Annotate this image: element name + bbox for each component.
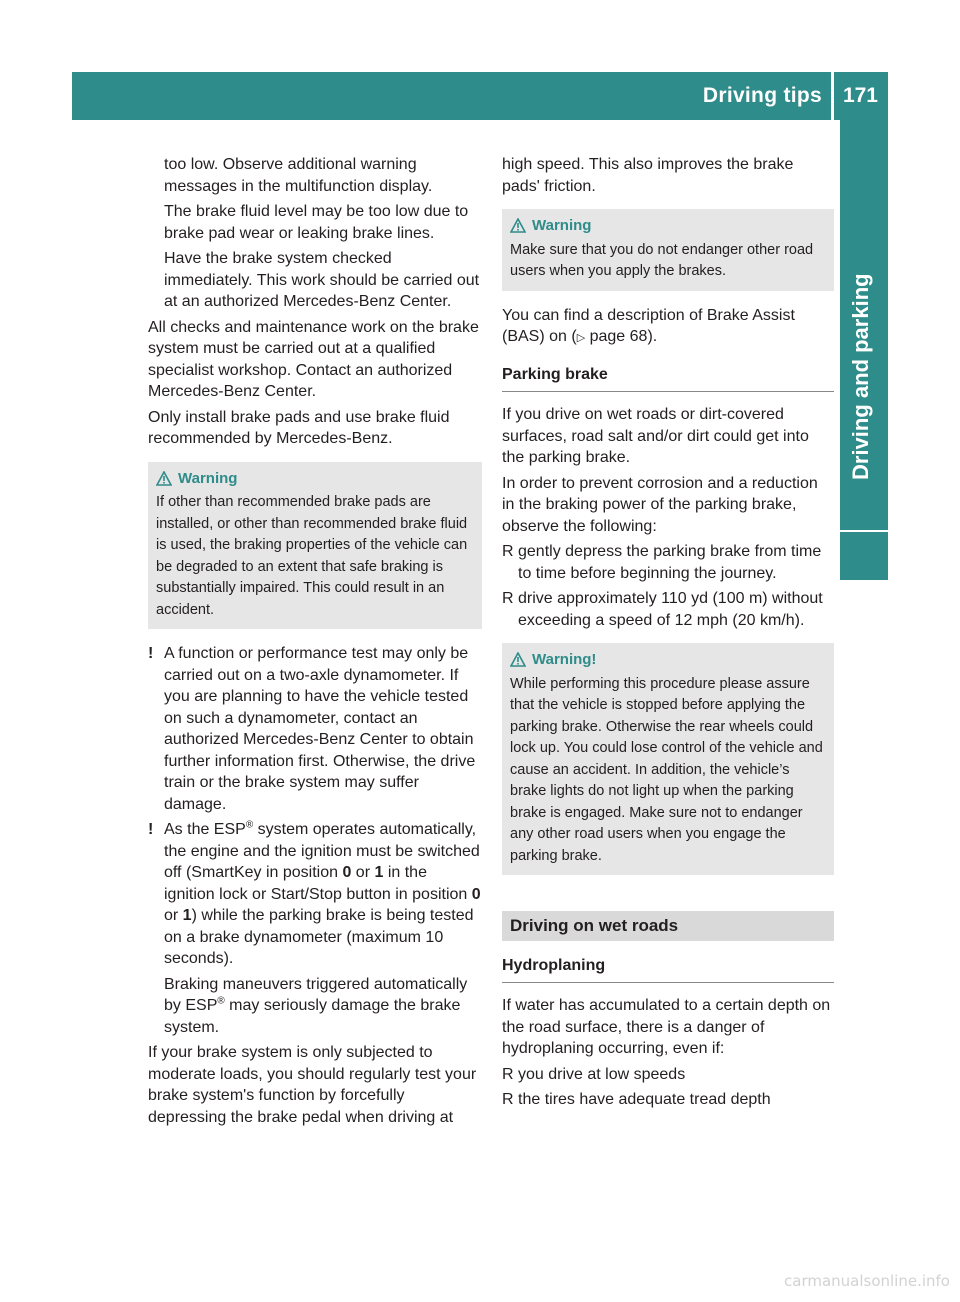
section-title: Driving tips <box>702 84 822 107</box>
bullet-icon: R <box>502 1091 514 1108</box>
warning-box <box>502 209 834 291</box>
warning-title: Warning! <box>532 651 597 668</box>
warning-triangle-icon <box>510 652 526 667</box>
paragraph: If water has accumulated to a certain depth on the road surface, there is a danger of hydroplaning occurring, even if: <box>502 997 831 1057</box>
key-position: 1 <box>374 864 384 881</box>
registered-mark: ® <box>245 819 254 831</box>
registered-mark: ® <box>217 995 225 1007</box>
section-heading: Hydroplaning <box>502 955 834 984</box>
exclamation-icon: ! <box>148 821 154 838</box>
left-column <box>148 154 482 1132</box>
header-bar <box>72 72 888 120</box>
note-text: system operates automatically, the engine and the ignition must be switched off (SmartKey in position <box>164 821 480 881</box>
right-column <box>502 154 834 1115</box>
paragraph <box>502 305 834 350</box>
paragraph: too low. Observe additional warning messages in the multifunction display. <box>164 156 433 195</box>
warning-text: If other than recommended brake pads are installed, or other than recommended brake fluid is used, the braking properties of the vehicle can be degraded to an extent that safe braking is substantially impaired. This could result in an accident. <box>156 494 468 618</box>
side-tab-marker <box>840 530 888 580</box>
note-paragraph <box>148 819 482 970</box>
note-text: or <box>164 907 183 924</box>
paragraph-text: page 68). <box>585 328 658 345</box>
watermark: carmanualsonline.info <box>784 1272 950 1290</box>
paragraph: Only install brake pads and use brake fluid recommended by Mercedes-Benz. <box>148 408 450 447</box>
note-text: in the ignition lock or Start/Stop button in position <box>164 864 472 903</box>
paragraph <box>148 974 482 1039</box>
paragraph: If your brake system is only subjected to moderate loads, you should regularly test your brake system's function by forcefully depressing the brake pedal when driving at <box>148 1044 477 1126</box>
warning-heading <box>510 649 826 671</box>
key-position: 1 <box>182 907 192 924</box>
warning-box <box>148 462 482 630</box>
side-tab-label: Driving and parking <box>848 273 873 480</box>
page-number: 171 <box>842 84 878 107</box>
header-divider <box>831 72 834 120</box>
warning-text: While performing this procedure please assure that the vehicle is stopped before applying the parking brake. Otherwise the rear wheels could lock up. You could lose control of the vehicle and cause an accident. In addition, the vehicle’s brake lights do not light up when the parking brake is engaged. Make sure not to endanger any other road users when you engage the parking brake. <box>510 675 823 864</box>
paragraph: high speed. This also improves the brake pads' friction. <box>502 156 794 195</box>
paragraph: The brake fluid level may be too low due to brake pad wear or leaking brake lines. <box>164 203 469 242</box>
list-item <box>502 588 834 631</box>
warning-title: Warning <box>178 469 238 487</box>
warning-text: Make sure that you do not endanger other road users when you apply the brakes. <box>510 241 814 279</box>
paragraph: All checks and maintenance work on the brake system must be carried out at a qualified specialist workshop. Contact an authorized Mercedes-Benz Center. <box>148 318 479 400</box>
note-text: A function or performance test may only be carried out on a two-axle dynamometer. If you are planning to have the vehicle tested on such a dynamometer, contact an authorized Mercedes-Benz Center to obtain further information first. Otherwise, the drive train or the brake system may suffer damage. <box>164 645 476 813</box>
page-reference-arrow-icon: ▷ <box>576 332 586 344</box>
warning-heading <box>510 215 826 237</box>
list-item-text: the tires have adequate tread depth <box>518 1091 771 1108</box>
paragraph-text: may seriously damage the brake system. <box>164 997 461 1036</box>
warning-triangle-icon <box>510 218 526 233</box>
note-text: As the ESP <box>164 821 246 838</box>
warning-heading <box>156 468 474 490</box>
paragraph-text: You can find a description of Brake Assist (BAS) on ( <box>502 306 795 345</box>
list-item <box>502 1064 834 1086</box>
paragraph-text: Braking maneuvers triggered automatically by ESP <box>164 975 468 1014</box>
warning-triangle-icon <box>156 471 172 486</box>
key-position: 0 <box>342 864 352 881</box>
list-item-text: gently depress the parking brake from time to time before beginning the journey. <box>518 543 822 582</box>
bullet-icon: R <box>502 590 514 607</box>
note-text: or <box>351 864 375 881</box>
list-item-text: you drive at low speeds <box>518 1065 686 1083</box>
section-heading: Parking brake <box>502 364 834 393</box>
paragraph: Have the brake system checked immediately. This work should be carried out at an authorized Mercedes-Benz Center. <box>164 250 480 310</box>
list-item <box>502 1089 834 1111</box>
note-text: ) while the parking brake is being tested on a brake dynamometer (maximum 10 seconds). <box>164 907 474 967</box>
key-position: 0 <box>471 885 481 903</box>
major-section-heading: Driving on wet roads <box>502 911 834 941</box>
exclamation-icon: ! <box>148 645 154 662</box>
paragraph: In order to prevent corrosion and a reduction in the braking power of the parking brake, observe the following: <box>502 474 818 535</box>
paragraph: If you drive on wet roads or dirt-covered surfaces, road salt and/or dirt could get into the parking brake. <box>502 406 809 466</box>
list-item <box>502 541 834 584</box>
warning-box <box>502 643 834 875</box>
bullet-icon: R <box>502 543 514 560</box>
warning-title: Warning <box>532 217 592 234</box>
list-item-text: drive approximately 110 yd (100 m) without exceeding a speed of 12 mph (20 km/h). <box>518 590 823 629</box>
bullet-icon: R <box>502 1065 514 1083</box>
note-paragraph <box>148 643 482 815</box>
